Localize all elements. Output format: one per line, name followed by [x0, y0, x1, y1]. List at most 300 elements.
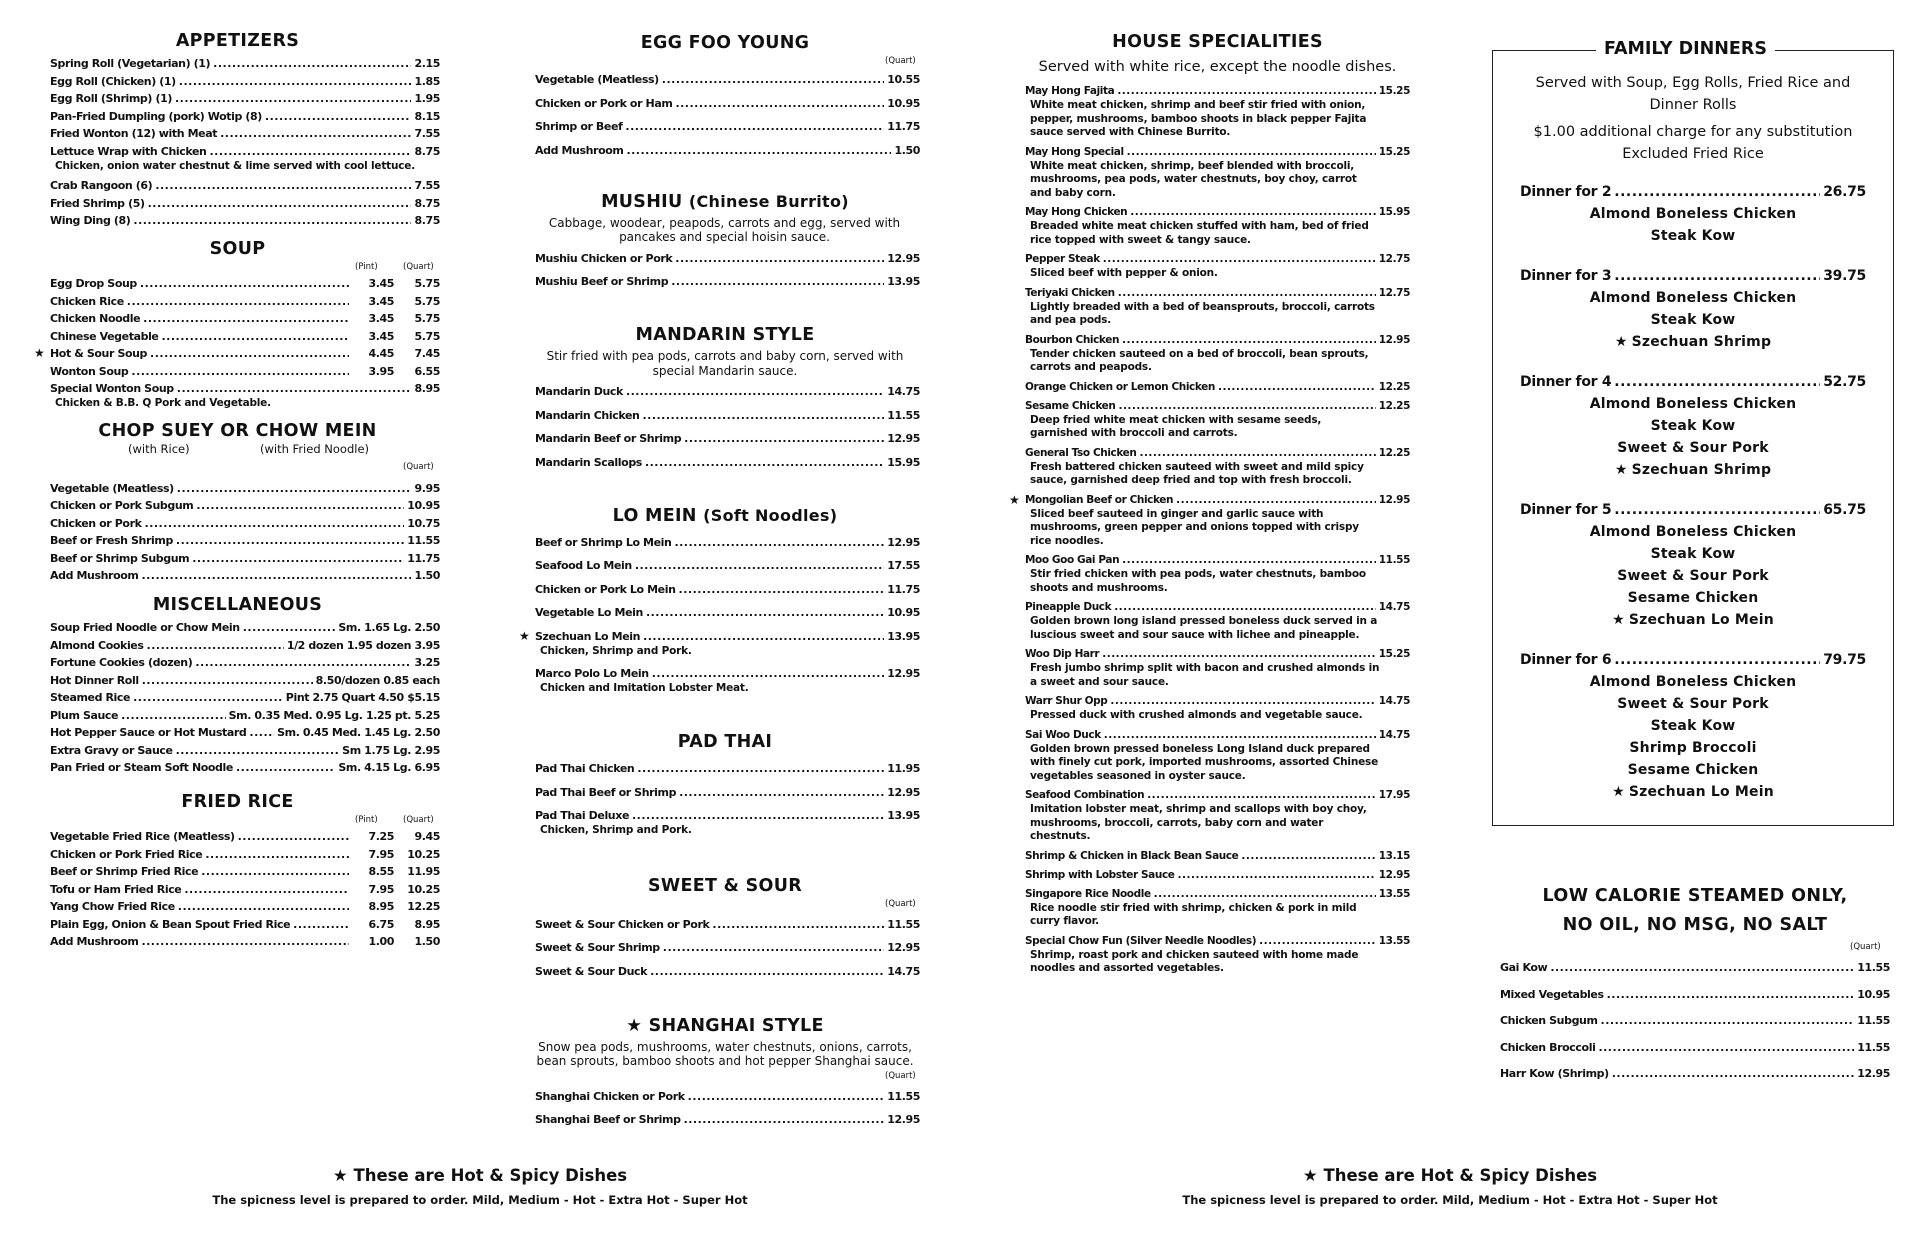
menu-item-line: [1025, 552, 1410, 568]
menu-item-name: Chicken Rice: [50, 294, 124, 308]
menu-item-price: 7.55: [414, 179, 440, 192]
menu-item: [50, 742, 440, 759]
house-list: [1009, 83, 1410, 976]
menu-item-name: Mongolian Beef or Chicken: [1025, 493, 1174, 506]
chop-suey-size-header: [50, 458, 440, 480]
menu-item-line: [50, 550, 440, 567]
menu-item-name: Marco Polo Lo Mein: [535, 666, 649, 680]
menu-item-price: 14.75: [1378, 728, 1410, 741]
leader-dots: [1178, 867, 1376, 883]
menu-item-line: [535, 1088, 920, 1105]
pad-thai-list: [535, 760, 925, 838]
menu-item-price: 13.55: [1378, 934, 1410, 947]
section-title-pad-thai: PAD THAI: [677, 732, 773, 752]
soup-pint-label: (Pint): [355, 262, 378, 272]
menu-item-line: [50, 567, 440, 584]
menu-item-line: [1500, 1039, 1890, 1056]
section-title-sweet-sour: SWEET & SOUR: [648, 875, 802, 896]
menu-item: [535, 534, 920, 551]
menu-item-price: 12.95: [1378, 493, 1410, 506]
family-dinner-price: 39.75: [1823, 268, 1866, 284]
menu-item-line: [50, 863, 440, 880]
menu-item: [1025, 445, 1410, 488]
low-calorie-title-2: NO OIL, NO MSG, NO SALT: [1562, 915, 1828, 935]
menu-item: [50, 90, 440, 107]
family-dinner-dish-name: Almond Boneless Chicken: [1589, 290, 1797, 306]
leader-dots: [1104, 727, 1376, 743]
family-dinner-name: Dinner for 5: [1520, 502, 1612, 518]
menu-item: [50, 55, 440, 72]
leader-dots: [1598, 1039, 1854, 1056]
menu-item-price: 15.95: [1378, 206, 1410, 218]
menu-item: [50, 567, 440, 584]
menu-item-line: [50, 898, 440, 915]
menu-item: [50, 532, 440, 549]
family-dinner-dish-name: Sesame Chicken: [1627, 590, 1759, 606]
family-dinner-name: Dinner for 3: [1520, 268, 1612, 284]
lo-mein-title-sub: (Soft Noodles): [703, 505, 838, 525]
chop-suey-with-rice: (with Rice): [128, 441, 190, 456]
menu-item-price-pint: 6.75: [368, 917, 394, 931]
leader-dots: [1114, 599, 1376, 615]
menu-item-line: [535, 71, 920, 88]
menu-item-price: Pint 2.75 Quart 4.50 $5.15: [285, 691, 440, 704]
menu-item-price: 8.95: [414, 382, 440, 395]
menu-item-name: Vegetable (Meatless): [535, 73, 659, 86]
menu-item-name: Sai Woo Duck: [1025, 728, 1101, 741]
family-dinner-price: 52.75: [1823, 374, 1866, 390]
leader-dots: [684, 430, 884, 447]
menu-item-price-quart: 7.45: [414, 347, 440, 360]
menu-item-name: Chicken Broccoli: [1500, 1040, 1596, 1054]
chop-suey-quart-label: (Quart): [403, 461, 434, 472]
menu-item-price: 17.55: [887, 559, 920, 572]
menu-item-price: Sm. 0.45 Med. 1.45 Lg. 2.50: [277, 726, 440, 739]
menu-item-price: 10.95: [407, 499, 440, 512]
menu-item: [50, 707, 440, 724]
menu-item-name: Chicken or Pork Lo Mein: [535, 582, 676, 596]
menu-item-line: [1500, 1012, 1890, 1029]
menu-item-line: [50, 177, 440, 194]
menu-item: [50, 177, 440, 194]
menu-item: [50, 654, 440, 671]
menu-item-description: White meat chicken, shrimp and beef stir fried with onion, pepper, mushrooms, bamboo shoots in black pepper Fajita sauce served with Chinese Burrito.: [1030, 99, 1367, 138]
mushiu-title: MUSHIU: [601, 191, 683, 212]
menu-item-description: Chicken and Imitation Lobster Meat.: [540, 681, 749, 694]
sweet-sour-size-header: [535, 897, 925, 912]
menu-item-name: Special Chow Fun (Silver Needle Noodles): [1025, 934, 1257, 947]
menu-item: [50, 143, 440, 174]
menu-item-line: [1025, 251, 1410, 267]
menu-item-price: 12.95: [887, 666, 920, 680]
menu-item-price-quart: 1.50: [414, 935, 440, 948]
menu-item-line: [50, 515, 440, 532]
lo-mein-title: LO MEIN: [612, 505, 697, 526]
menu-item-line: [50, 672, 440, 689]
leader-dots: [196, 497, 404, 514]
menu-item-name: Hot Dinner Roll: [50, 673, 139, 687]
menu-item-price: 13.95: [887, 629, 920, 643]
menu-item-description: Deep fried white meat chicken with sesame seeds, garnished with broccoli and carrots.: [1030, 413, 1322, 439]
menu-item-name: Moo Goo Gai Pan: [1025, 554, 1120, 566]
menu-item: [1025, 646, 1410, 689]
chop-suey-with-noodle: (with Fried Noodle): [260, 441, 370, 456]
menu-item-price: 13.95: [887, 809, 920, 822]
menu-item-line: [50, 828, 440, 845]
family-dinner-price: 79.75: [1823, 652, 1866, 668]
menu-item: [1025, 693, 1410, 723]
menu-item-name: Fortune Cookies (dozen): [50, 656, 193, 669]
menu-item-description: Tender chicken sauteed on a bed of broccoli, bean sprouts, carrots and peapods.: [1030, 347, 1369, 373]
menu-item-name: Hot & Sour Soup: [50, 347, 148, 360]
leader-dots: [265, 108, 412, 125]
menu-item-name: Add Mushroom: [50, 569, 139, 582]
menu-item-description: Golden brown pressed boneless Long Island duck prepared with finely cut pork, imported mushrooms, assorted Chinese vegetables seasoned in oyster sauce.: [1030, 742, 1378, 782]
hot-spicy-star-icon: ★: [34, 346, 45, 360]
menu-item-line: [535, 581, 920, 598]
menu-item-line: [50, 742, 440, 759]
leader-dots: [238, 828, 349, 845]
menu-item-line: [50, 55, 440, 72]
section-title-shanghai: [535, 1015, 915, 1037]
left-page-footer: [50, 1165, 910, 1209]
menu-item-price: 8.75: [414, 196, 440, 210]
shanghai-title: SHANGHAI STYLE: [648, 1015, 824, 1036]
menu-item: [535, 383, 920, 400]
menu-item-name: Gai Kow: [1500, 961, 1548, 974]
menu-item-price: 12.95: [1378, 868, 1410, 881]
menu-item-price: 12.95: [887, 941, 920, 954]
menu-item-price: 11.55: [1857, 961, 1890, 974]
menu-item: [535, 581, 920, 598]
menu-item-price: 2.15: [414, 57, 440, 70]
hot-spicy-legend-2: [1020, 1165, 1880, 1187]
menu-item-line: [1500, 1065, 1890, 1082]
section-title-miscellaneous: MISCELLANEOUS: [152, 595, 323, 615]
menu-item-name: Sweet & Sour Chicken or Pork: [535, 917, 710, 931]
menu-item-price: 11.55: [887, 1089, 920, 1103]
menu-item: [535, 273, 920, 290]
menu-item-name: Yang Chow Fried Rice: [50, 900, 175, 913]
menu-item-line: [1025, 445, 1410, 461]
menu-item: [1025, 933, 1410, 976]
leader-dots: [1130, 204, 1376, 220]
menu-item-name: Pan-Fried Dumpling (pork) Wotip (8): [50, 109, 262, 123]
leader-dots: [1601, 1012, 1855, 1029]
sweet-sour-quart-label: (Quart): [885, 898, 916, 909]
menu-item-description: Chicken & B.B. Q Pork and Vegetable.: [55, 397, 271, 409]
menu-item-name: Chicken or Pork: [50, 516, 142, 530]
menu-item-line: [50, 293, 440, 310]
menu-item: [1025, 867, 1410, 883]
menu-item-price-pint: 4.45: [368, 347, 394, 360]
leader-dots: [1110, 693, 1375, 709]
menu-item-name: Seafood Combination: [1025, 789, 1145, 801]
leader-dots: [243, 619, 336, 636]
leader-dots: [1218, 379, 1376, 395]
menu-item-line: [535, 916, 920, 933]
menu-item: [34, 345, 440, 362]
menu-item-price-pint: 1.00: [368, 935, 394, 948]
menu-item: [535, 454, 920, 471]
family-dinner-dish-name: Sweet & Sour Pork: [1617, 696, 1769, 712]
menu-item-price: 10.95: [1857, 987, 1890, 1001]
menu-item-line: [535, 784, 920, 801]
menu-item: [1025, 848, 1410, 864]
menu-item-price: 13.15: [1378, 849, 1410, 862]
menu-item-price: 1.95: [414, 92, 440, 105]
chop-suey-list: [50, 480, 440, 585]
hot-star-icon: ★: [332, 1166, 348, 1185]
menu-item-line: [1025, 787, 1410, 803]
menu-item-line: [50, 881, 440, 898]
menu-item-name: Fried Wonton (12) with Meat: [50, 127, 218, 140]
menu-column-2: [519, 0, 925, 1135]
leader-dots: [127, 293, 349, 310]
menu-item-name: Mushiu Chicken or Pork: [535, 251, 673, 265]
menu-item: [1500, 1065, 1890, 1082]
menu-item-price: 8.75: [414, 144, 440, 158]
leader-dots: [679, 581, 885, 598]
family-dinner-dish-name: Steak Kow: [1650, 718, 1736, 734]
menu-item-line: [535, 760, 920, 777]
hot-spicy-star-icon: ★: [1614, 334, 1628, 350]
menu-item-price: 11.55: [887, 917, 920, 931]
menu-item-line: [1025, 204, 1410, 220]
menu-item-price: 12.95: [1378, 333, 1410, 346]
menu-item-name: Hot Pepper Sauce or Hot Mustard: [50, 726, 247, 739]
leader-dots: [671, 273, 884, 290]
menu-item-line: [1025, 693, 1410, 709]
menu-item-line: [50, 654, 440, 671]
menu-item-line: [535, 628, 920, 645]
menu-item-name: Sweet & Sour Shrimp: [535, 941, 660, 954]
menu-item: [535, 95, 920, 112]
menu-item: [50, 881, 440, 898]
menu-item-name: Bourbon Chicken: [1025, 333, 1120, 346]
leader-dots: [131, 363, 349, 380]
leader-dots: [1612, 1065, 1854, 1082]
leader-dots: [626, 383, 884, 400]
leader-dots: [293, 916, 349, 933]
menu-item: [1025, 144, 1410, 201]
menu-item: [1025, 332, 1410, 375]
leader-dots: [642, 407, 884, 424]
section-title-mandarin: MANDARIN STYLE: [635, 325, 815, 345]
menu-item-name: Shrimp with Lobster Sauce: [1025, 868, 1175, 881]
family-dinner-price: 26.75: [1823, 184, 1866, 200]
menu-item-name: Wonton Soup: [50, 364, 129, 378]
leader-dots: [142, 672, 313, 689]
hot-spicy-legend: [50, 1165, 910, 1187]
menu-item-line: [50, 916, 440, 933]
menu-item-name: Beef or Shrimp Lo Mein: [535, 535, 672, 549]
leader-dots: [249, 724, 274, 741]
menu-item-price: 12.95: [887, 535, 920, 549]
leader-dots: [643, 628, 884, 645]
leader-dots: [178, 898, 349, 915]
menu-item-line: [50, 497, 440, 514]
menu-item-name: Plain Egg, Onion & Bean Spout Fried Rice: [50, 917, 291, 931]
menu-item-line: [1025, 332, 1410, 348]
leader-dots: [179, 73, 412, 90]
menu-item-price: 11.55: [887, 408, 920, 422]
menu-item-line: [50, 310, 440, 327]
menu-item-price-quart: 5.75: [414, 329, 440, 343]
menu-item-name: Fried Shrimp (5): [50, 196, 145, 210]
hot-spicy-text: These are Hot & Spicy Dishes: [353, 1166, 628, 1185]
menu-item-name: Pepper Steak: [1025, 253, 1100, 265]
menu-item-name: Chicken or Pork Fried Rice: [50, 847, 203, 861]
menu-item-line: [50, 195, 440, 212]
family-dinner-price: 65.75: [1823, 502, 1866, 518]
menu-item: [1025, 787, 1410, 844]
family-dinner-name: Dinner for 4: [1520, 374, 1612, 390]
menu-item-price: 9.95: [414, 481, 440, 495]
leader-dots: [674, 534, 884, 551]
menu-item-price: Sm. 4.15 Lg. 6.95: [338, 761, 440, 774]
leader-dots: [1122, 552, 1376, 568]
menu-item-price-quart: 5.75: [414, 312, 440, 325]
menu-item-line: [1025, 285, 1410, 301]
spiciness-note-2: The spicness level is prepared to order. Mild, Medium - Hot - Extra Hot - Super Hot: [1182, 1193, 1718, 1207]
fried-rice-size-header: [50, 813, 440, 828]
family-dinner-dish-name: Szechuan Shrimp: [1631, 462, 1772, 478]
menu-item-name: Spring Roll (Vegetarian) (1): [50, 57, 211, 70]
menu-item-name: Sesame Chicken: [1025, 399, 1116, 412]
leader-dots: [220, 125, 411, 142]
menu-item-line: [535, 1111, 920, 1128]
menu-item-name: Warr Shur Opp: [1025, 695, 1108, 707]
menu-item-line: [535, 604, 920, 621]
leader-dots: [141, 567, 411, 584]
leader-dots: [1139, 445, 1375, 461]
leader-dots: [1259, 933, 1376, 949]
menu-item-price-pint: 7.25: [368, 830, 394, 843]
menu-item-name: Mixed Vegetables: [1500, 987, 1604, 1001]
leader-dots: [1147, 787, 1376, 803]
menu-item-price: 8.15: [414, 109, 440, 123]
menu-item-name: Sweet & Sour Duck: [535, 964, 648, 978]
section-title-chop-suey: CHOP SUEY OR CHOW MEIN: [98, 420, 377, 441]
menu-item: [535, 1111, 920, 1128]
leader-dots: [205, 846, 349, 863]
menu-item-price-quart: 9.45: [414, 830, 440, 843]
house-description: Served with white rice, except the noodle dishes.: [1038, 59, 1397, 75]
menu-item-description: Rice noodle stir fried with shrimp, chicken & pork in mild curry flavor.: [1030, 901, 1357, 927]
menu-item-price: 8.50/dozen 0.85 each: [315, 673, 440, 687]
menu-item-price: 15.25: [1378, 85, 1410, 97]
menu-item: [50, 759, 440, 776]
family-intro: Served with Soup, Egg Rolls, Fried Rice and Dinner Rolls: [1535, 75, 1851, 113]
leader-dots: [175, 90, 411, 107]
appetizers-list: [50, 55, 440, 229]
menu-item-price: 12.75: [1378, 286, 1410, 299]
menu-item: [50, 212, 440, 229]
menu-item-description: Sliced beef with pepper & onion.: [1030, 267, 1218, 279]
menu-item: [50, 275, 440, 292]
menu-item: [1025, 886, 1410, 929]
menu-item-price: 11.55: [1857, 1014, 1890, 1027]
menu-item: [50, 380, 440, 411]
menu-item-name: Egg Roll (Chicken) (1): [50, 74, 176, 88]
menu-item-line: [1025, 492, 1410, 508]
menu-item-price-quart: 11.95: [407, 865, 440, 878]
menu-item: [535, 557, 920, 574]
menu-item-name: Chicken Subgum: [1500, 1014, 1598, 1027]
family-dinner-dish-name: Szechuan Lo Mein: [1628, 612, 1774, 628]
menu-item: [535, 916, 920, 933]
leader-dots: [1607, 986, 1855, 1003]
menu-item: [1009, 492, 1410, 549]
shanghai-quart-label: (Quart): [885, 1070, 916, 1081]
menu-item-line: [50, 212, 440, 229]
section-title-lo-mein: [535, 505, 915, 527]
menu-item-line: [535, 939, 920, 956]
menu-item-price-pint: 7.95: [368, 882, 394, 896]
menu-item-line: [1025, 379, 1410, 395]
leader-dots: [177, 480, 412, 497]
leader-dots: [150, 345, 349, 362]
menu-item-line: [535, 454, 920, 471]
menu-item-price: 13.95: [887, 275, 920, 288]
menu-item: [50, 550, 440, 567]
menu-item-price: 10.55: [887, 73, 920, 86]
menu-item-description: Pressed duck with crushed almonds and vegetable sauce.: [1030, 709, 1363, 721]
leader-dots: [1117, 83, 1375, 99]
leader-dots: [201, 863, 349, 880]
menu-item: [535, 142, 920, 159]
menu-column-3: [1009, 0, 1410, 980]
menu-item: [1025, 599, 1410, 642]
menu-item: [50, 637, 440, 654]
family-dinner-dish-name: Sweet & Sour Pork: [1617, 440, 1769, 456]
leader-dots: [148, 195, 412, 212]
menu-item: [535, 784, 920, 801]
section-title-soup: SOUP: [209, 239, 266, 259]
menu-item-description: Fresh jumbo shrimp split with bacon and crushed almonds in a sweet and sour sauce.: [1030, 662, 1380, 688]
menu-item-price: 7.55: [414, 127, 440, 140]
mushiu-description: Cabbage, woodear, peapods, carrots and egg, served with pancakes and special hoisin sauce.: [548, 215, 901, 244]
menu-item: [50, 672, 440, 689]
menu-item-line: [535, 142, 920, 159]
menu-item: [535, 604, 920, 621]
leader-dots: [645, 454, 884, 471]
menu-item-price-quart: 6.55: [414, 364, 440, 378]
low-calorie-section: [1500, 0, 1890, 1092]
leader-dots: [236, 759, 335, 776]
menu-item-name: Harr Kow (Shrimp): [1500, 1067, 1609, 1080]
section-title-fried-rice: FRIED RICE: [181, 792, 294, 812]
menu-item: [50, 898, 440, 915]
menu-item-name: Szechuan Lo Mein: [535, 629, 641, 643]
menu-item-price: Sm. 0.35 Med. 0.95 Lg. 1.25 pt. 5.25: [228, 708, 440, 722]
menu-item-description: Fresh battered chicken sauteed with sweet and mild spicy sauce, garnished deep fried and top with fresh broccoli.: [1030, 460, 1364, 486]
low-calorie-list: [1500, 959, 1890, 1082]
menu-item-price-pint: 3.45: [368, 294, 394, 308]
menu-item: [535, 250, 920, 267]
section-title-house-specialities: HOUSE SPECIALITIES: [1112, 32, 1323, 52]
menu-item-line: [50, 345, 440, 362]
menu-item-line: [50, 125, 440, 142]
menu-item-price-pint: 8.55: [368, 865, 394, 878]
menu-item-name: May Hong Fajita: [1025, 85, 1115, 97]
shanghai-description: Snow pea pods, mushrooms, water chestnuts, onions, carrots, bean sprouts, bamboo shoots and hot pepper Shanghai sauce.: [536, 1039, 914, 1068]
menu-item: [1025, 379, 1410, 395]
menu-item-price-pint: 8.95: [368, 900, 394, 913]
leader-dots: [121, 707, 226, 724]
leader-dots: [133, 212, 411, 229]
